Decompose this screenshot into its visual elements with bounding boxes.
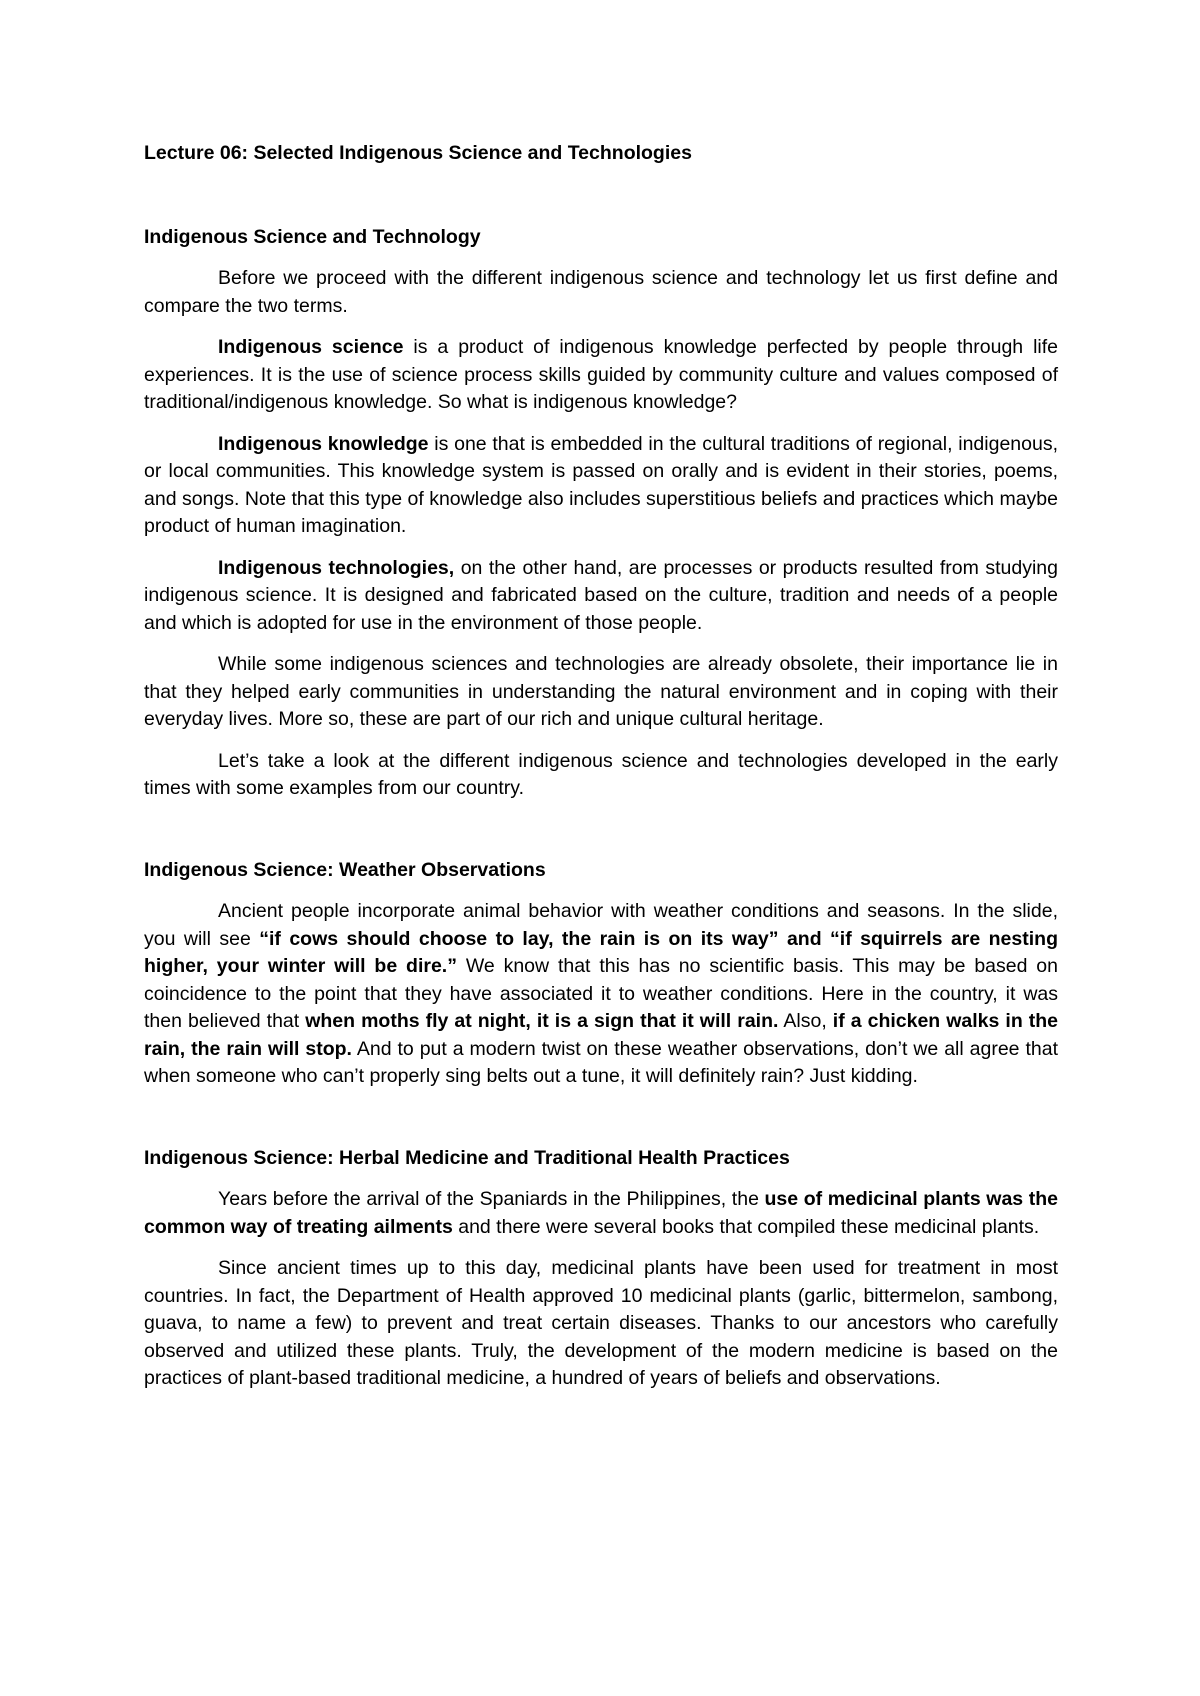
term-indigenous-technologies: Indigenous technologies, (218, 556, 455, 579)
emphasis-medicinal-plants: use of medicinal plants was the common way of treating ailments (144, 1188, 1058, 1238)
paragraph-text: Years before the arrival of the Spaniards in the Philippines, the (218, 1188, 765, 1210)
emphasis-chicken: if a chicken walks in the rain, the rain will stop. (144, 1010, 1059, 1060)
paragraph-text: Also, (778, 1010, 833, 1032)
paragraph-indigenous-knowledge (144, 431, 1058, 541)
term-indigenous-science: Indigenous science (218, 336, 404, 358)
paragraph-text: and there were several books that compiled these medicinal plants. (452, 1215, 1040, 1238)
paragraph-obsolete: While some indigenous sciences and technologies are already obsolete, their importance lie in that they helped early communities in understanding the natural environment and in coping with their everyday lives. More so, these are part of our rich and unique cultural heritage. (144, 653, 1058, 730)
emphasis-cows-squirrels: “if cows should choose to lay, the rain is on its way” and “if squirrels are nesting higher, your winter will be dire.” (144, 927, 1058, 977)
paragraph-text: We know that this has no scientific basis. This may be based on coincidence to the point that they have associated it to weather conditions. Here in the country, it was then believed that (144, 955, 1058, 1032)
paragraph-indigenous-science (144, 334, 1058, 417)
paragraph-spaniards (144, 1186, 1058, 1241)
paragraph-text: is a product of indigenous knowledge perfected by people through life experiences. It is the use of science process skills guided by community culture and values composed of traditional/indigenous knowledge. So what is indigenous knowledge? (144, 336, 1058, 413)
section-spacer (144, 1105, 1058, 1145)
paragraph-text: on the other hand, are processes or products resulted from studying indigenous science. It is designed and fabricated based on the culture, tradition and needs of a people and which is adopted for use in the environment of those people. (144, 556, 1058, 634)
paragraph-indigenous-technologies (144, 555, 1058, 638)
paragraph-weather (144, 898, 1058, 1091)
paragraph-lets-take-a-look: Let’s take a look at the different indigenous science and technologies developed in the early times with some examples from our country. (144, 749, 1058, 799)
emphasis-moths: when moths fly at night, it is a sign that it will rain. (305, 1010, 779, 1032)
document-page (144, 140, 1058, 1407)
section-heading-weather-observations: Indigenous Science: Weather Observations (144, 858, 546, 881)
section-spacer (144, 817, 1058, 857)
section-heading-herbal-medicine: Indigenous Science: Herbal Medicine and Traditional Health Practices (144, 1146, 790, 1169)
document-title: Lecture 06: Selected Indigenous Science and Technologies (144, 142, 692, 164)
paragraph-text: And to put a modern twist on these weather observations, don’t we all agree that when someone who can’t properly sing belts out a tune, it will definitely rain? Just kidding. (144, 1037, 1058, 1087)
section-heading-indigenous-science-and-technology: Indigenous Science and Technology (144, 225, 481, 248)
paragraph-text: Ancient people incorporate animal behavior with weather conditions and seasons. In the slide, you will see (144, 900, 1058, 950)
paragraph-medicinal-plants: Since ancient times up to this day, medicinal plants have been used for treatment in most countries. In fact, the Department of Health approved 10 medicinal plants (garlic, bittermelon, sambong, guava, to name a few) to prevent and treat certain diseases. Thanks to our ancestors who carefully observed and utilized these plants. Truly, the development of the modern medicine is based on the practices of plant-based traditional medicine, a hundred of years of beliefs and observations. (144, 1257, 1058, 1389)
paragraph-intro: Before we proceed with the different indigenous science and technology let us first define and compare the two terms. (144, 267, 1058, 317)
paragraph-text: is one that is embedded in the cultural traditions of regional, indigenous, or local communities. This knowledge system is passed on orally and is evident in their stories, poems, and songs. Note that this type of knowledge also includes superstitious beliefs and practices which maybe product of human imagination. (144, 432, 1058, 537)
term-indigenous-knowledge: Indigenous knowledge (218, 432, 429, 455)
